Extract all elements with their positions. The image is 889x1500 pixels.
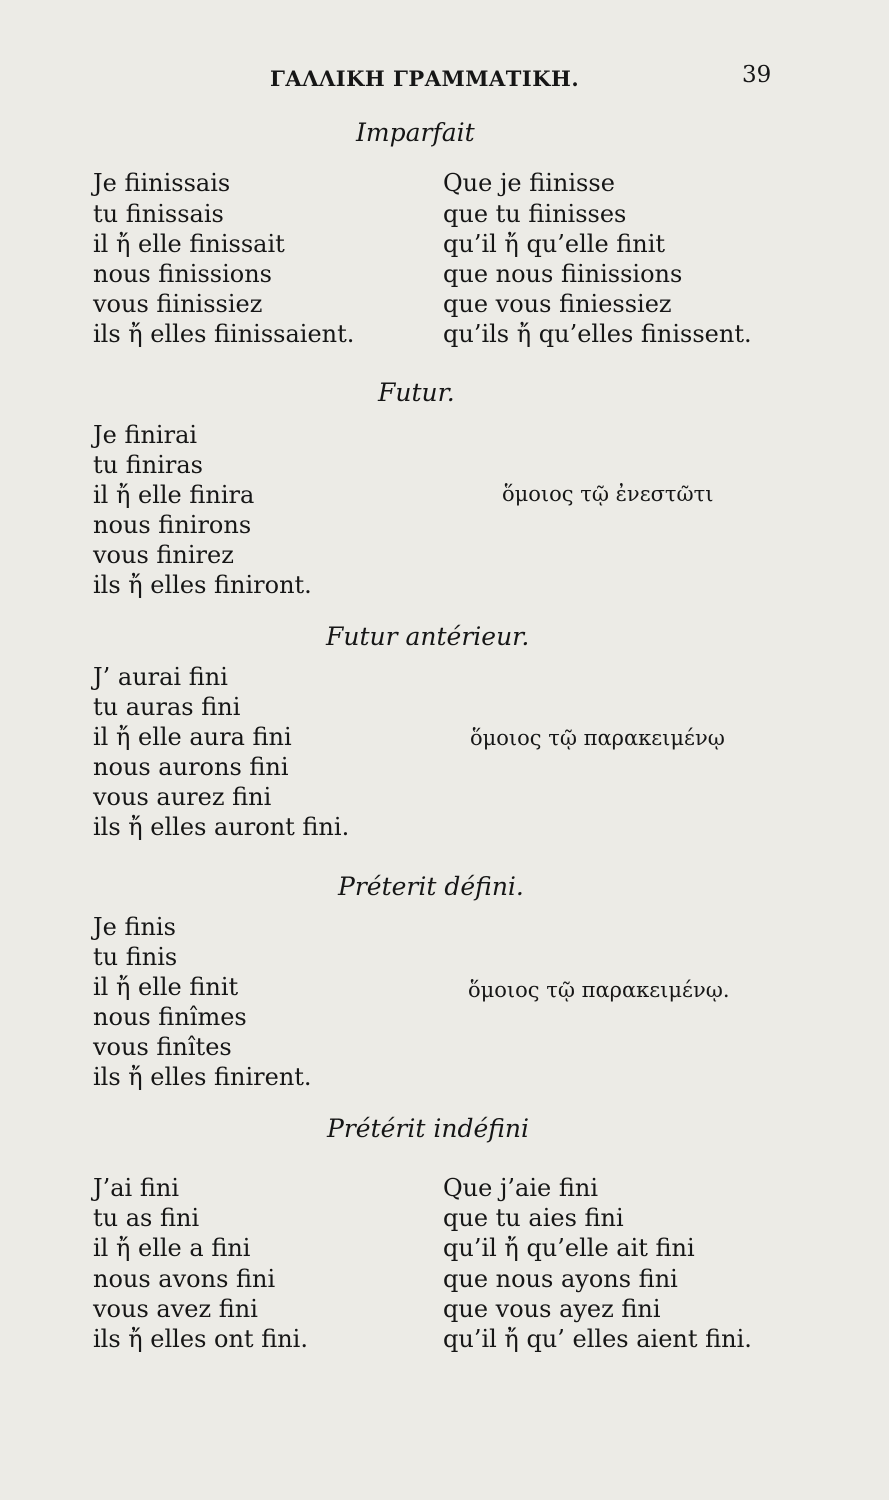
conjugation-line: tu finis — [93, 943, 178, 971]
conjugation-line: vous fiinissiez — [93, 290, 263, 318]
conjugation-line: il ἤ elle finit — [93, 973, 239, 1001]
conjugation-line: que tu fiinisses — [443, 200, 627, 228]
conjugation-line: J’ aurai fini — [93, 663, 228, 691]
conjugation-line: Que j’aie fini — [443, 1174, 598, 1202]
conjugation-line: vous finîtes — [93, 1033, 232, 1061]
conjugation-line: vous avez fini — [93, 1295, 258, 1323]
conjugation-line: nous aurons fini — [93, 753, 289, 781]
conjugation-line: que nous ayons fini — [443, 1265, 678, 1293]
heading-preterit-defini: Préterit défini. — [338, 872, 524, 901]
conjugation-line: nous avons fini — [93, 1265, 276, 1293]
heading-imparfait: Imparfait — [356, 118, 475, 147]
conjugation-line: nous finîmes — [93, 1003, 247, 1031]
conjugation-line: ils ἤ elles ont fini. — [93, 1325, 308, 1353]
conjugation-line: que vous ayez fini — [443, 1295, 661, 1323]
conjugation-line: il ἤ elle finissait — [93, 230, 285, 258]
heading-preterit-indefini: Prétérit indéfini — [327, 1114, 530, 1143]
conjugation-line: vous finirez — [93, 541, 234, 569]
conjugation-line: ils ἤ elles finiront. — [93, 571, 312, 599]
page-number: 39 — [742, 62, 772, 88]
conjugation-line: nous finissions — [93, 260, 272, 288]
conjugation-line: J’ai fini — [93, 1174, 180, 1202]
conjugation-line: tu as fini — [93, 1204, 200, 1232]
conjugation-line: Je fiinissais — [93, 169, 231, 197]
conjugation-line: il ἤ elle aura fini — [93, 723, 292, 751]
conjugation-line: Je finirai — [93, 421, 198, 449]
conjugation-line: Que je fiinisse — [443, 169, 615, 197]
conjugation-line: tu finissais — [93, 200, 224, 228]
conjugation-line: que nous fiinissions — [443, 260, 683, 288]
conjugation-line: que vous finiessiez — [443, 290, 672, 318]
heading-futur-anterieur: Futur antérieur. — [326, 622, 530, 651]
conjugation-line: tu auras fini — [93, 693, 241, 721]
conjugation-line: que tu aies fini — [443, 1204, 624, 1232]
greek-note: ὅμοιος τῷ ἐνεστῶτι — [502, 482, 714, 506]
heading-futur: Futur. — [378, 378, 455, 407]
conjugation-line: nous finirons — [93, 511, 252, 539]
conjugation-line: qu’ils ἤ qu’elles finissent. — [443, 320, 752, 348]
conjugation-line: il ἤ elle finira — [93, 481, 255, 509]
conjugation-line: ils ἤ elles auront fini. — [93, 813, 350, 841]
greek-note: ὅμοιος τῷ παρακειμένῳ. — [468, 978, 730, 1002]
conjugation-line: tu finiras — [93, 451, 203, 479]
conjugation-line: il ἤ elle a fini — [93, 1234, 251, 1262]
conjugation-line: ils ἤ elles finirent. — [93, 1063, 312, 1091]
conjugation-line: qu’il ἤ qu’elle finit — [443, 230, 666, 258]
conjugation-line: Je finis — [93, 913, 176, 941]
conjugation-line: ils ἤ elles fiinissaient. — [93, 320, 355, 348]
conjugation-line: vous aurez fini — [93, 783, 272, 811]
running-header: ΓΑΛΛΙΚΗ ΓΡΑΜΜΑΤΙΚΗ. — [270, 66, 580, 91]
conjugation-line: qu’il ἤ qu’ elles aient fini. — [443, 1325, 752, 1353]
conjugation-line: qu’il ἤ qu’elle ait fini — [443, 1234, 695, 1262]
greek-note: ὅμοιος τῷ παρακειμένῳ — [470, 726, 725, 750]
